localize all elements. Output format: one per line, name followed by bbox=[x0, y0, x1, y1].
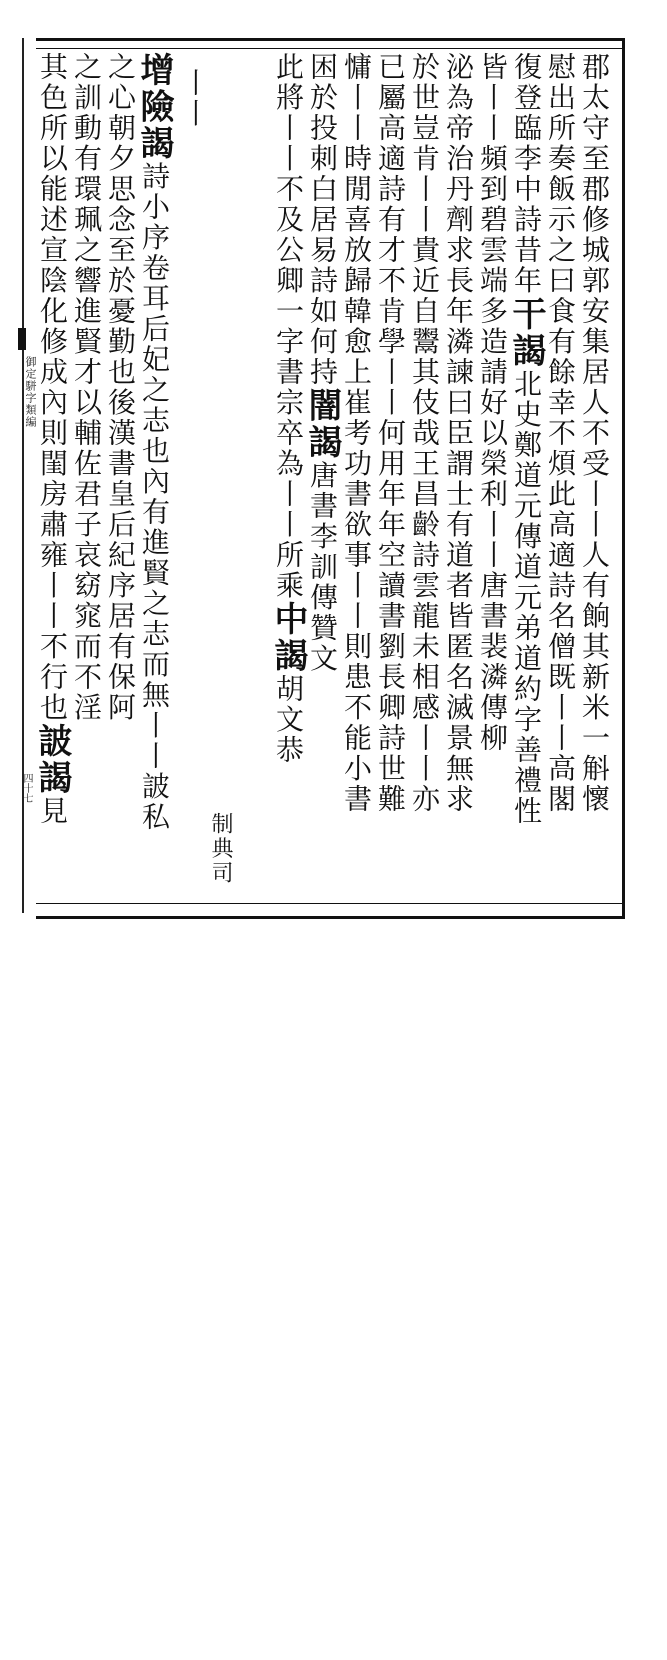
text-run: 丨丨 bbox=[178, 68, 211, 129]
headword-char: 謁 bbox=[302, 424, 342, 461]
text-run: 唐書李訓傳贊文 bbox=[306, 460, 339, 674]
spine-title: 御定駢字類編 bbox=[24, 356, 37, 428]
headword-char: 謁 bbox=[506, 332, 546, 369]
text-run: 多造請好以榮利丨丨唐書裴潾傳柳 bbox=[476, 296, 509, 754]
page-number: 四十七 bbox=[21, 773, 32, 803]
text-column bbox=[174, 68, 214, 916]
text-run: 胡文恭 bbox=[272, 674, 305, 766]
text-column bbox=[100, 52, 140, 900]
text-run: 其色所以能述宣陰化修成內則閨房肅雍丨丨不行也 bbox=[36, 52, 69, 723]
text-run: 制典司 bbox=[208, 812, 233, 886]
book-spine bbox=[0, 38, 36, 916]
spine-fishtail-mark bbox=[18, 328, 26, 350]
headword-char: 增 bbox=[134, 52, 174, 89]
text-run: 泌為帝治丹劑求長年潾諫曰臣謂士有道者皆匿名滅景無求 bbox=[442, 52, 475, 815]
text-run: 復登臨李中詩昔年 bbox=[510, 52, 543, 296]
text-run: 慵丨丨時閒喜放歸韓愈上崔考功書欲事丨丨則患不能小書 bbox=[340, 52, 373, 815]
text-column bbox=[540, 52, 580, 900]
text-run: 此將丨丨不及公卿一字書 bbox=[272, 52, 305, 388]
text-run: 之訓動有環珮之響進賢才以輔佐君子哀窈窕而不淫 bbox=[70, 52, 103, 723]
text-run: 詩小序卷耳后妃之志也內有進賢之志而無丨丨詖私 bbox=[138, 161, 171, 833]
headword-char: 謁 bbox=[268, 637, 308, 674]
headword-char: 中 bbox=[268, 601, 308, 638]
headword-char: 干 bbox=[506, 296, 546, 333]
text-column bbox=[438, 52, 478, 900]
text-run: 之心朝夕思念至於憂勤也後漢書皇后紀序居有保阿 bbox=[104, 52, 137, 723]
text-column bbox=[32, 52, 72, 900]
text-column bbox=[336, 52, 376, 900]
text-column bbox=[370, 52, 410, 900]
top-rule bbox=[36, 48, 622, 49]
text-run: 郡太守至郡修城郭安集居人不受丨丨人有餉其新米一斛懷 bbox=[578, 52, 611, 815]
text-run: 慰出所奏飯示之曰食有餘幸不煩此高適詩名僧既丨丨高閣 bbox=[544, 52, 577, 815]
text-run: 於世豈肯丨丨貴近自鬻其伎哉王昌齡詩雲龍未相感丨丨亦 bbox=[408, 52, 441, 815]
text-run: 宗卒為丨丨所乘 bbox=[272, 387, 305, 601]
text-column bbox=[574, 52, 614, 900]
headword-char: 謁 bbox=[32, 759, 72, 796]
text-run: 見 bbox=[36, 796, 69, 827]
text-run: 困於投刺白居易詩如何持 bbox=[306, 52, 339, 388]
text-column bbox=[472, 52, 512, 900]
headword-char: 謁 bbox=[134, 125, 174, 162]
headword-char: 詖 bbox=[32, 723, 72, 760]
text-column bbox=[404, 52, 444, 900]
text-column bbox=[66, 52, 106, 900]
text-column bbox=[134, 52, 174, 900]
bottom-rule bbox=[36, 903, 622, 904]
text-column bbox=[268, 52, 308, 900]
text-column bbox=[200, 812, 240, 1660]
text-run: 北史鄭道元傳道元弟道約字善禮性 bbox=[510, 369, 543, 827]
headword-char: 險 bbox=[134, 88, 174, 125]
text-run: 皆丨丨頻到碧雲端 bbox=[476, 52, 509, 296]
text-run: 已屬高適詩有才不肯學丨丨何用年年空讀書劉長卿詩世難 bbox=[374, 52, 407, 815]
text-column bbox=[506, 52, 546, 900]
text-column bbox=[302, 52, 342, 900]
headword-char: 闇 bbox=[302, 387, 342, 424]
